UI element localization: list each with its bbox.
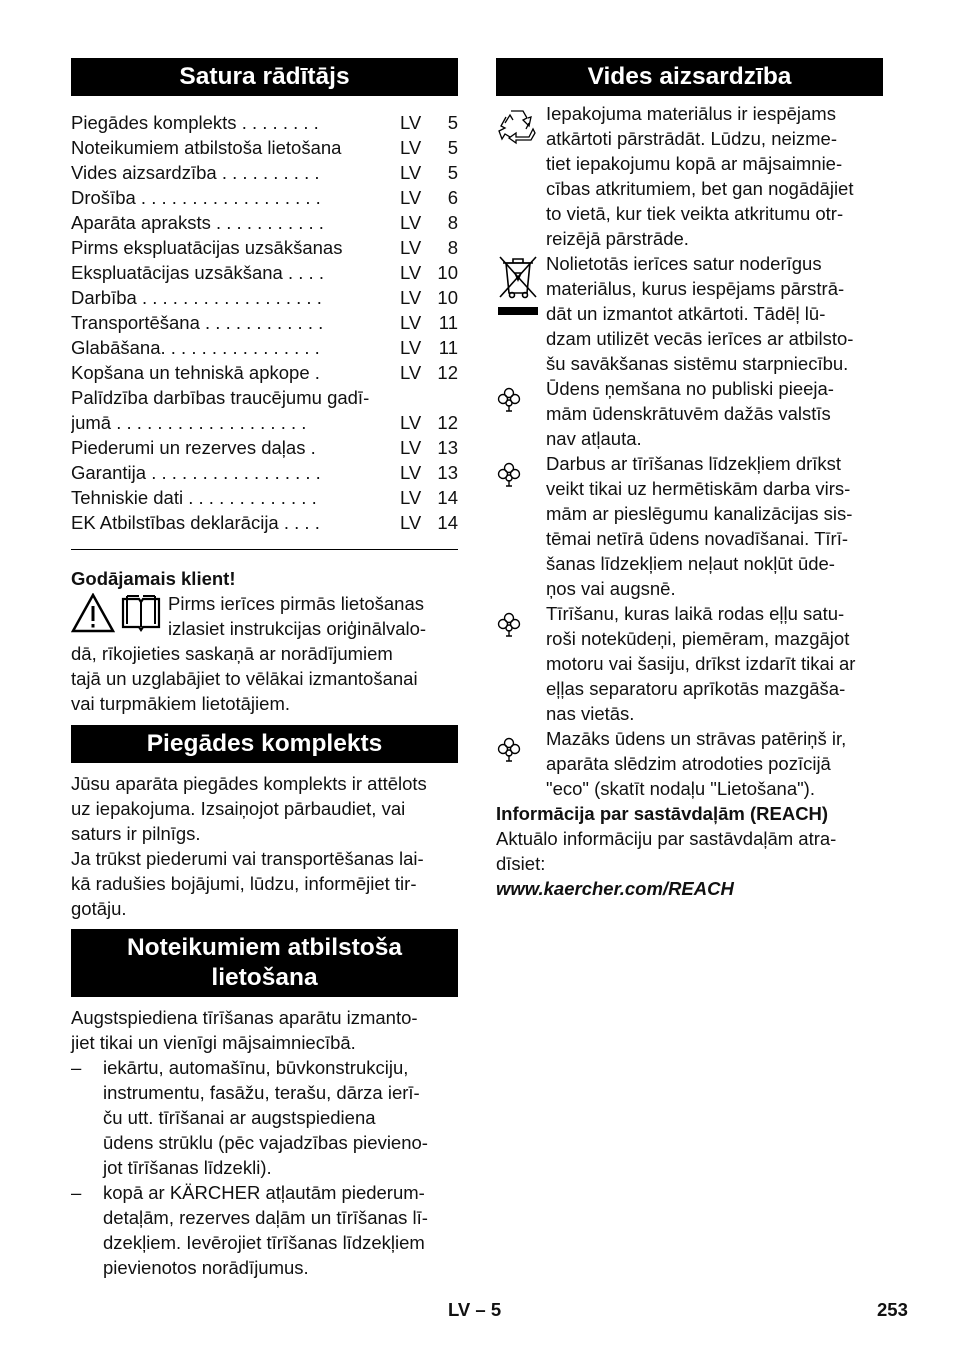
- toc-heading: Satura rādītājs: [71, 58, 458, 96]
- toc-item[interactable]: [71, 260, 458, 285]
- environment-item-line: Tīrīšanu, kuras laikā rodas eļļu satu-: [546, 603, 845, 624]
- toc-item[interactable]: [71, 510, 458, 535]
- toc-item-lang: LV: [400, 437, 422, 458]
- toc-item-page: 11: [438, 337, 458, 358]
- environment-item: [496, 376, 883, 451]
- toc-item[interactable]: [71, 285, 458, 310]
- environment-item-line: dzam utilizēt vecās ierīces ar atbilsto-: [546, 328, 854, 349]
- toc-item-lang: LV: [400, 412, 422, 433]
- footer-section-page: LV – 5: [448, 1299, 502, 1320]
- list-item-line: dzekļiem. Ievērojiet tīrīšanas līdzekļiem: [103, 1232, 425, 1253]
- list-item-line: pievienotos norādījumus.: [103, 1257, 309, 1278]
- intended-use-heading-line2: lietošana: [211, 964, 318, 991]
- environment-item-text: [546, 451, 883, 601]
- delivery-line: saturs ir pilnīgs.: [71, 823, 201, 844]
- toc-item-page: 13: [437, 437, 458, 458]
- toc-item-lang: LV: [400, 262, 422, 283]
- toc-item-page: 5: [447, 162, 458, 183]
- environment-item-text: [546, 101, 883, 251]
- toc-item-lang: LV: [400, 312, 422, 333]
- toc-item-lang: LV: [400, 287, 422, 308]
- toc-item[interactable]: [71, 185, 458, 210]
- environment-item-line: šu savākšanas sistēmu starpniecību.: [546, 353, 849, 374]
- toc-item-title: Glabāšana. . . . . . . . . . . . . . . .: [71, 337, 320, 358]
- list-item-line: jot tīrīšanas līdzekli).: [103, 1157, 272, 1178]
- toc-item-lang: LV: [400, 512, 422, 533]
- toc-item-page: 8: [447, 212, 458, 233]
- environment-item: [496, 601, 883, 726]
- intended-use-body: [71, 1005, 458, 1280]
- manual-book-icon: [119, 593, 163, 633]
- toc-item[interactable]: [71, 310, 458, 335]
- intended-use-heading: [71, 929, 458, 997]
- toc-item-title: jumā . . . . . . . . . . . . . . . . . . .: [71, 412, 307, 433]
- eco-flower-icon: [496, 601, 546, 637]
- environment-heading: Vides aizsardzība: [496, 58, 883, 96]
- toc-item-page: 10: [437, 287, 458, 308]
- greeting-line: vai turpmākiem lietotājiem.: [71, 693, 290, 714]
- environment-item-line: to vietā, kur tiek veikta atkritumu otr-: [546, 203, 844, 224]
- toc-item-page: 6: [447, 187, 458, 208]
- environment-item-line: nav atļauta.: [546, 428, 642, 449]
- toc-item-title: EK Atbilstības deklarācija . . . .: [71, 512, 320, 533]
- greeting-intro: [71, 591, 458, 641]
- list-item-line: detaļām, rezerves daļām un tīrīšanas lī-: [103, 1207, 428, 1228]
- eco-flower-icon: [496, 376, 546, 412]
- environment-item-line: veikt tikai uz hermētiskām darba virs-: [546, 478, 851, 499]
- delivery-line: uz iepakojuma. Izsaiņojot pārbaudiet, vai: [71, 798, 406, 819]
- greeting-line: Pirms ierīces pirmās lietošanas: [168, 593, 424, 614]
- list-item-line: instrumentu, fasāžu, terašu, dārza ierī-: [103, 1082, 420, 1103]
- environment-item-line: Iepakojuma materiālus ir iespējams: [546, 103, 836, 124]
- toc-item-page: 12: [437, 412, 458, 433]
- toc-item[interactable]: [71, 460, 458, 485]
- left-column: [71, 58, 458, 1280]
- toc-item-page: 8: [447, 237, 458, 258]
- environment-item-line: šanas līdzekļiem neļaut nokļūt ūde-: [546, 553, 835, 574]
- list-item: [71, 1055, 458, 1180]
- environment-item-text: [546, 726, 883, 801]
- warning-icons: [71, 593, 165, 637]
- environment-item-line: Mazāks ūdens un strāvas patēriņš ir,: [546, 728, 847, 749]
- environment-item-line: reizējā pārstrāde.: [546, 228, 689, 249]
- greeting-line: izlasiet instrukcijas oriģinālvalo-: [168, 618, 427, 639]
- recycling-icon: [496, 101, 546, 147]
- environment-item-line: dāt un izmantot atkārtoti. Tādēļ lū-: [546, 303, 826, 324]
- environment-item-line: mām ar pieslēgumu kanalizācijas sis-: [546, 503, 853, 524]
- toc-item-page: 14: [437, 512, 458, 533]
- reach-title: Informācija par sastāvdaļām (REACH): [496, 803, 829, 824]
- environment-item-line: "eco" (skatīt nodaļu "Lietošana").: [546, 778, 815, 799]
- toc-item-title: Kopšana un tehniskā apkope .: [71, 362, 320, 383]
- environment-item-line: Nolietotās ierīces satur noderīgus: [546, 253, 822, 274]
- toc-item-title: Piederumi un rezerves daļas .: [71, 437, 316, 458]
- toc-item-title-line1: Palīdzība darbības traucējumu gadī-: [71, 387, 370, 408]
- toc-item-page: 10: [437, 262, 458, 283]
- list-item-line: – kopā ar KÄRCHER atļautām piederum-: [103, 1182, 425, 1203]
- toc-item-title: Garantija . . . . . . . . . . . . . . . . .: [71, 462, 321, 483]
- reach-link[interactable]: www.kaercher.com/REACH: [496, 878, 734, 899]
- environment-item-line: cības atkritumiem, bet gan nogādājiet: [546, 178, 854, 199]
- toc-item[interactable]: [71, 335, 458, 360]
- environment-item-line: tēmai netīrā ūdens novadīšanai. Tīrī-: [546, 528, 848, 549]
- environment-item-line: nas vietās.: [546, 703, 635, 724]
- toc-item-lang: LV: [400, 487, 422, 508]
- reach-line: Aktuālo informāciju par sastāvdaļām atra-: [496, 828, 837, 849]
- environment-item-line: mām ūdenskrātuvēm dažās valstīs: [546, 403, 831, 424]
- delivery-line: kā radušies bojājumi, lūdzu, informējiet tir-: [71, 873, 417, 894]
- toc-item-page: 11: [438, 312, 458, 333]
- toc-item-title: Pirms ekspluatācijas uzsākšanas: [71, 237, 343, 258]
- toc-item[interactable]: [71, 435, 458, 460]
- toc-item[interactable]: [71, 135, 458, 160]
- toc-item-page: 12: [437, 362, 458, 383]
- greeting-line: tajā un uzglabājiet to vēlākai izmantošanai: [71, 668, 418, 689]
- table-of-contents: [71, 110, 458, 535]
- environment-item: [496, 451, 883, 601]
- toc-item-lang: LV: [400, 187, 422, 208]
- toc-item-title: Darbība . . . . . . . . . . . . . . . . . .: [71, 287, 322, 308]
- toc-item-page: 14: [437, 487, 458, 508]
- toc-item[interactable]: [71, 385, 458, 435]
- environment-item-text: [546, 251, 883, 376]
- environment-item-line: ņos vai augsnē.: [546, 578, 676, 599]
- toc-item-title: Vides aizsardzība . . . . . . . . . .: [71, 162, 320, 183]
- toc-item-lang: LV: [400, 362, 422, 383]
- eco-flower-icon: [496, 726, 546, 762]
- delivery-heading: Piegādes komplekts: [71, 725, 458, 763]
- toc-item-title: Noteikumiem atbilstoša lietošana: [71, 137, 342, 158]
- toc-item-title: Ekspluatācijas uzsākšana . . . .: [71, 262, 324, 283]
- toc-item-lang: LV: [400, 212, 422, 233]
- toc-item-title: Transportēšana . . . . . . . . . . . .: [71, 312, 324, 333]
- toc-item-title: Drošība . . . . . . . . . . . . . . . . . .: [71, 187, 321, 208]
- toc-item-lang: LV: [400, 137, 422, 158]
- toc-item-lang: LV: [400, 462, 422, 483]
- list-item-line: ūdens strūklu (pēc vajadzības pievieno-: [103, 1132, 428, 1153]
- toc-item-lang: LV: [400, 162, 422, 183]
- intended-use-intro-line: Augstspiediena tīrīšanas aparātu izmanto-: [71, 1007, 418, 1028]
- toc-item-page: 13: [437, 462, 458, 483]
- environment-item-line: materiālus, kurus iespējams pārstrā-: [546, 278, 845, 299]
- toc-item[interactable]: [71, 360, 458, 385]
- toc-item[interactable]: [71, 210, 458, 235]
- toc-item[interactable]: [71, 110, 458, 135]
- toc-item-title: Aparāta apraksts . . . . . . . . . . .: [71, 212, 324, 233]
- environment-item-line: eļļas separatoru aprīkotās mazgāša-: [546, 678, 846, 699]
- greeting-title: Godājamais klient!: [71, 568, 236, 589]
- toc-item[interactable]: [71, 235, 458, 260]
- toc-item-page: 5: [447, 137, 458, 158]
- environment-item-line: aparāta slēdzim atrodoties pozīcijā: [546, 753, 831, 774]
- crossed-bin-icon: [496, 251, 546, 317]
- right-column: [496, 58, 883, 901]
- environment-item: [496, 251, 883, 376]
- environment-item-line: roši notekūdeņi, piemēram, mazgājot: [546, 628, 850, 649]
- environment-item-line: atkārtoti pārstrādāt. Lūdzu, neizme-: [546, 128, 838, 149]
- delivery-body: [71, 771, 458, 921]
- toc-item[interactable]: [71, 485, 458, 510]
- greeting-line: dā, rīkojieties saskaņā ar norādījumiem: [71, 643, 393, 664]
- warning-triangle-icon: [71, 593, 115, 633]
- environment-item-line: tiet iepakojumu kopā ar mājsaimnie-: [546, 153, 843, 174]
- environment-item: [496, 726, 883, 801]
- toc-item-lang: LV: [400, 112, 422, 133]
- list-item-line: ču utt. tīrīšanai ar augstspiediena: [103, 1107, 376, 1128]
- footer-page-number: 253: [877, 1299, 908, 1320]
- divider: [71, 549, 458, 550]
- reach-line: dīsiet:: [496, 853, 546, 874]
- toc-item-page: 5: [447, 112, 458, 133]
- environment-item: [496, 101, 883, 251]
- intended-use-intro-line: jiet tikai un vienīgi mājsaimniecībā.: [71, 1032, 356, 1053]
- list-item: [71, 1180, 458, 1280]
- list-item-line: – iekārtu, automašīnu, būvkonstrukciju,: [103, 1057, 409, 1078]
- environment-item-line: motoru vai šasiju, drīkst izdarīt tikai ar: [546, 653, 856, 674]
- intended-use-heading-line1: Noteikumiem atbilstoša: [126, 934, 402, 961]
- environment-item-text: [546, 376, 883, 451]
- environment-item-text: [546, 601, 883, 726]
- eco-flower-icon: [496, 451, 546, 487]
- toc-item-lang: LV: [400, 237, 422, 258]
- delivery-line: Ja trūkst piederumi vai transportēšanas lai-: [71, 848, 424, 869]
- toc-item-lang: LV: [400, 337, 422, 358]
- delivery-line: gotāju.: [71, 898, 127, 919]
- delivery-line: Jūsu aparāta piegādes komplekts ir attēlots: [71, 773, 427, 794]
- toc-item[interactable]: [71, 160, 458, 185]
- environment-list: [496, 101, 883, 801]
- toc-item-title: Tehniskie dati . . . . . . . . . . . . .: [71, 487, 317, 508]
- environment-item-line: Darbus ar tīrīšanas līdzekļiem drīkst: [546, 453, 842, 474]
- environment-item-line: Ūdens ņemšana no publiski pieeja-: [546, 378, 834, 399]
- toc-item-title: Piegādes komplekts . . . . . . . .: [71, 112, 319, 133]
- intended-use-list: [71, 1055, 458, 1280]
